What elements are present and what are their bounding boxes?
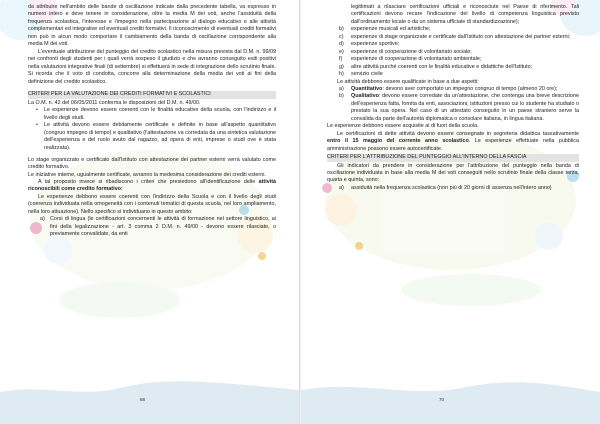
list-item-text: esperienze musicali ed artistiche;	[351, 26, 431, 33]
list-marker: h)	[339, 71, 344, 78]
list-marker: a)	[339, 85, 344, 92]
paragraph: Lo stage organizzato e certificato dall'Istituto con attestazione dei partner esterni verrà valutato come credito formativo.	[28, 156, 276, 171]
left-page	[0, 0, 299, 424]
list-item-text: assiduità nella frequenza scolastica (non più di 20 giorni di assenza nell'intero anno)	[351, 184, 552, 191]
list-item	[327, 49, 579, 56]
paragraph: da attribuire nell'ambito delle bande di oscillazione indicate dalla precedente tabella, va espresso in numero intero e deve tenere in considerazione, oltre la media M dei voti, anche l'assiduità della frequenza scolastica, l'interesse e l'impegno nella partecipazione al dialogo educativo e alle attività complementari ed integrative ed eventuali crediti formativi. Il riconoscimento di eventuali crediti formativi non può in alcun modo comportare il cambiamento della banda di oscillazione corrispondente alla media M dei voti.	[28, 4, 276, 48]
list-item-text: esperienze di cooperazione di volontariato sociale;	[351, 48, 472, 55]
paragraph-text: Le certificazioni di dette attività devono essere consegnate in segreteria didattica tassativamente	[337, 130, 579, 137]
list-marker: d)	[339, 41, 344, 48]
list-item	[327, 56, 579, 63]
paragraph-text: A tal proposito invece si ribadiscono i criteri che presiedono all'identificazione delle	[38, 178, 259, 185]
list-item	[327, 93, 579, 123]
right-text-column	[327, 4, 579, 192]
list-item-text: Corsi di lingua (le certificazioni concernenti le attività di formazione nel settore linguistico, ai fini della legalizzazione - art. 3 comma 2 D.M. n. 49/00 - devono essere rilasciate, o previamente convalidate, da enti	[50, 216, 276, 238]
section-heading: CRITERI PER L'ATTRIBUZIONE DEL PUNTEGGIO ALL'INTERNO DELLA FASCIA	[327, 154, 579, 161]
list-item	[327, 41, 579, 48]
bold-text: attività riconoscibili come credito formativo:	[28, 178, 276, 193]
list-item	[327, 71, 579, 78]
paragraph: La O.M. n. 42 del 06/05/2011 conferma le disposizioni del D.M. n. 49/00.	[28, 99, 201, 106]
list-item-text: esperienze di cooperazione di volontariato ambientale;	[351, 56, 482, 63]
bullet-marker: •	[36, 122, 38, 129]
list-item-text: : devono essere corredate da un'attestazione, che contenga una breve descrizione dell'esperienza fatta, fornita da enti, associazioni, istituzioni presso cui lo studente ha studiato o prestato la sua opera. Nel caso di un attestato conseguito in un paese straniero serve la convalida da parte dell'autorità diplomatica o consolare italiana, in lingua italiana.	[351, 93, 579, 122]
list-item-text: altre attività purché coerenti con le finalità educative e didattiche dell'Istituto;	[351, 63, 533, 70]
paragraph: Gli indicatori da prendere in considerazione per l'attribuzione del punteggio nella banda di oscillazione individuata in base alla media M dei voti conseguiti nello scrutinio finale della classe terza, quarta e quinta, sono:	[327, 162, 579, 184]
list-item-text: esperienze sportive;	[351, 41, 400, 48]
list-marker: g)	[339, 63, 344, 70]
paragraph: Le esperienze debbono essere acquisite al di fuori della scuola.	[327, 123, 479, 130]
list-item	[327, 34, 579, 41]
list-item-text: Le attività devono essere debitamente certificate e definite in base all'aspetto quantitativo (congruo impegno di tempo) e qualitativo (l'attestazione va corredata da una sintetica valutazione dell'esperienza e del ruolo avuto dal ragazzo, ad opera di enti, imprese o studi ove è stata realizzata).	[44, 122, 276, 151]
list-marker: a)	[40, 216, 45, 223]
list-marker: a)	[339, 184, 344, 191]
paragraph: legittimati a rilasciare certificazioni ufficiali e riconosciute nel Paese di riferimento. Tali certificazioni devono recare l'indicazione del livello di competenza linguistica previsto dall'ordinamento locale o da un sistema ufficiale di standardizzazione);	[351, 4, 579, 25]
paragraph	[327, 131, 579, 153]
list-item-text: Le esperienze devono essere coerenti con le finalità educative della scuola, con l'indirizzo e il livello degli studi.	[44, 107, 276, 121]
list-marker: b)	[339, 93, 344, 100]
page-number: 68	[140, 397, 146, 402]
paragraph: Le attività debbono essere qualificate in base a due aspetti:	[337, 78, 479, 85]
bold-text: Quantitativo	[351, 85, 383, 92]
list-marker: f)	[339, 56, 343, 63]
bold-text: entro il 15 maggio del corrente anno scolastico	[327, 138, 469, 145]
list-item	[327, 64, 579, 71]
section-heading: CRITERI PER LA VALUTAZIONE DEI CREDITI FORMATIVI E SCOLASTICI	[28, 91, 276, 98]
list-item-text: esperienze di stage organizzate e certificate dall'Istituto con attestazione dei partner esterni;	[351, 33, 571, 40]
list-marker: e)	[339, 48, 344, 55]
paragraph: Le iniziative interne, ugualmente certificate, avranno la medesima considerazione dei crediti esterni.	[28, 171, 266, 178]
list-item	[28, 107, 276, 122]
paragraph-text: . Le esperienze effettuate nella pubblica amministrazione possono essere autocertificate.	[327, 138, 579, 152]
list-item-text: : devono aver comportato un impegno congruo di tempo (almeno 20 ore);	[382, 85, 558, 92]
list-item	[28, 122, 276, 152]
list-item	[327, 185, 579, 192]
page-number: 70	[439, 397, 445, 402]
right-page	[301, 0, 600, 424]
bold-text: Qualitativo	[351, 93, 379, 100]
paragraph	[28, 179, 276, 194]
list-marker: c)	[339, 33, 344, 40]
list-item	[28, 216, 276, 238]
paragraph: L'eventuale attribuzione del punteggio del credito scolastico nella misura prevista dal D.M. n. 99/09 nei confronti degli studenti per i quali verrà sospeso il giudizio e che avranno conseguito esiti positivi nella valutazioni integrative finali (di settembre) si effettuerà in sede di integrazione dello scrutinio finale. Si ricorda che il voto di condotta, concorre alla determinazione della media dei voti ai fini della definizione del credito scolastico.	[28, 48, 276, 85]
list-item	[327, 86, 579, 93]
paragraph: Le esperienze debbono essere coerenti con l'indirizzo della Scuola e con il livello degli studi (coerenza individuata nella omogeneità con i contenuti tematici di questa scuola, nel loro ampliamento, nella loro attuazione). Nello specifico si individuano in questo ambito:	[28, 193, 276, 215]
list-item	[327, 26, 579, 33]
list-item-text: servizio civile	[351, 71, 383, 78]
list-marker: b)	[339, 26, 344, 33]
left-text-column	[28, 4, 276, 239]
bullet-marker: •	[36, 107, 38, 114]
